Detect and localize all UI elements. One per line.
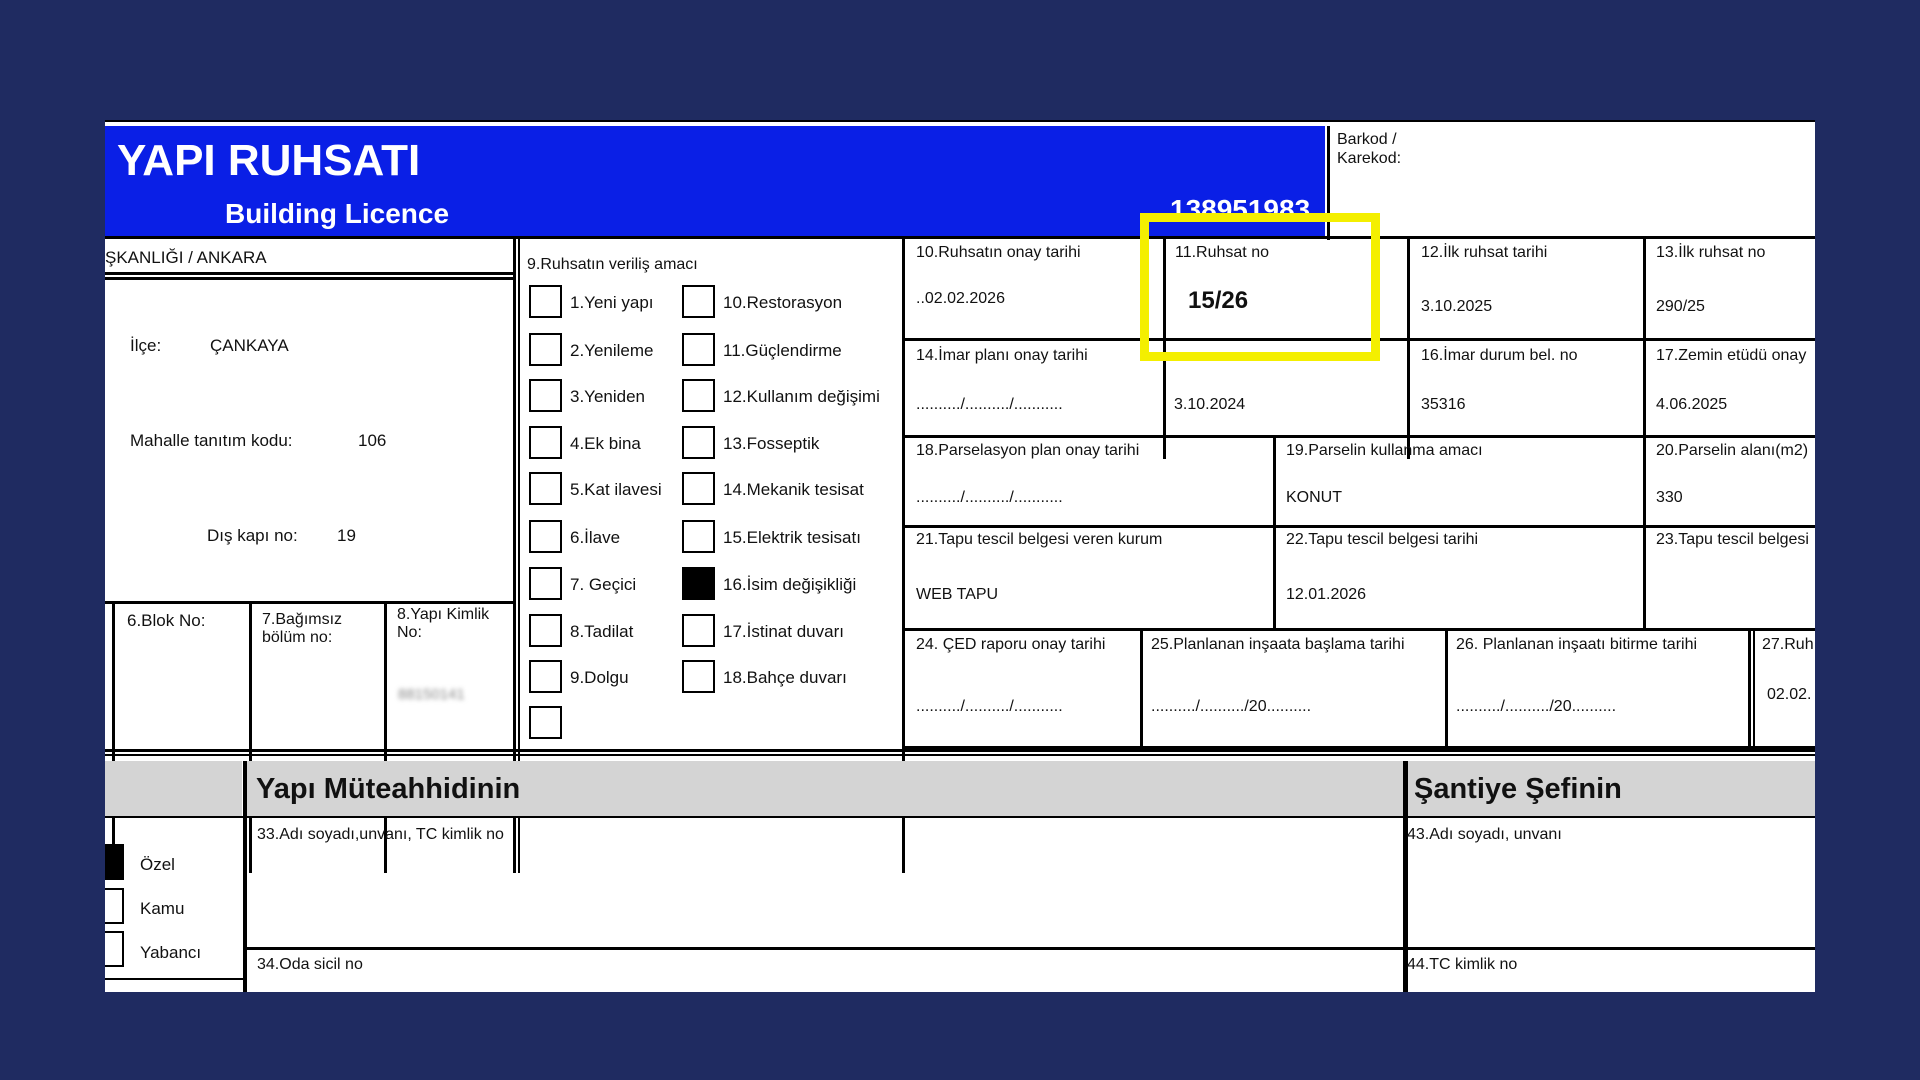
f18-label: 18.Parselasyon plan onay tarihi [916, 442, 1140, 459]
f17-label: 17.Zemin etüdü onay [1656, 347, 1807, 364]
f33-label: 33.Adı soyadı,unvanı, TC kimlik no [257, 826, 504, 843]
purpose-right-checkbox[interactable] [682, 520, 715, 553]
f20-label: 20.Parselin alanı(m2) [1656, 442, 1809, 459]
purpose-left-checkbox[interactable] [529, 567, 562, 600]
purpose-left-checkbox[interactable] [529, 660, 562, 693]
f14-label: 14.İmar planı onay tarihi [916, 347, 1088, 364]
ruhsat-no-highlight [1140, 213, 1380, 361]
owner-type-ozel: Özel [140, 855, 175, 874]
f14-value: ........../........../........... [916, 396, 1063, 413]
f11-value: 15/26 [1188, 287, 1249, 314]
divider [105, 749, 1815, 752]
purpose-left-label: 9.Dolgu [570, 668, 629, 687]
purpose-right-label: 14.Mekanik tesisat [723, 480, 864, 499]
purpose-right-label: 18.Bahçe duvarı [723, 668, 847, 687]
kimlik-label: 8.Yapı Kimlik No: [397, 606, 490, 641]
document-title: YAPI RUHSATI [117, 136, 421, 185]
f17-value: 4.06.2025 [1656, 396, 1728, 413]
header-bottom-border [105, 236, 1815, 239]
divider [105, 816, 1815, 818]
f21-label: 21.Tapu tescil belgesi veren kurum [916, 531, 1163, 548]
divider [1273, 438, 1276, 628]
divider [1445, 631, 1448, 746]
divider [1140, 631, 1143, 746]
owner-type-yabanci: Yabancı [140, 943, 202, 962]
f25-value: ........../........../20.......... [1151, 698, 1312, 715]
f27-label: 27.Ruh [1762, 636, 1814, 653]
purpose-left-checkbox[interactable] [529, 285, 562, 318]
owner-type-yabanci-box[interactable] [105, 931, 124, 967]
purpose-left-label: 8.Tadilat [570, 622, 634, 641]
mahalle-label: Mahalle tanıtım kodu: [130, 431, 293, 450]
f13-value: 290/25 [1656, 298, 1705, 315]
contractor-header [247, 761, 1403, 816]
purpose-right-label: 17.İstinat duvarı [723, 622, 844, 641]
f21-value: WEB TAPU [916, 586, 999, 603]
contractor-title: Yapı Müteahhidinin [256, 773, 521, 805]
purpose-left-checkbox[interactable] [529, 520, 562, 553]
top-border [105, 120, 1815, 122]
purpose-right-checkbox[interactable] [682, 426, 715, 459]
purpose-right-checkbox[interactable] [682, 660, 715, 693]
f12-label: 12.İlk ruhsat tarihi [1421, 244, 1548, 261]
purpose-left-label: 4.Ek bina [570, 434, 641, 453]
f43-label: 43.Adı soyadı, unvanı [1407, 826, 1562, 843]
kapi-label: Dış kapı no: [207, 526, 298, 545]
purpose-left-label: 5.Kat ilavesi [570, 480, 662, 499]
owner-type-ozel-box[interactable] [105, 844, 124, 880]
document-number: 138951983 [1170, 194, 1311, 225]
document-subtitle: Building Licence [225, 198, 450, 229]
divider [905, 628, 1815, 631]
f11-label: 11.Ruhsat no [1175, 244, 1269, 261]
site-chief-title: Şantiye Şefinin [1414, 773, 1622, 805]
ilce-label: İlçe: [130, 336, 162, 355]
f10-label: 10.Ruhsatın onay tarihi [916, 244, 1081, 261]
mahalle-value: 106 [358, 431, 387, 450]
authority-name: ŞKANLIĞI / ANKARA [105, 248, 267, 267]
purpose-left-label: 7. Geçici [570, 575, 637, 594]
f15-value: 3.10.2024 [1174, 396, 1246, 413]
purpose-right-checkbox[interactable] [682, 333, 715, 366]
f44-label: 44.TC kimlik no [1407, 956, 1518, 973]
divider [1407, 239, 1410, 459]
f34-label: 34.Oda sicil no [257, 956, 363, 973]
f24-label: 24. ÇED raporu onay tarihi [916, 636, 1106, 653]
purpose-right-label: 15.Elektrik tesisatı [723, 528, 861, 547]
f19-value: KONUT [1286, 489, 1342, 506]
purpose-right-label: 13.Fosseptik [723, 434, 820, 453]
blok-label: 6.Blok No: [127, 611, 206, 630]
f24-value: ........../........../........... [916, 698, 1063, 715]
f22-value: 12.01.2026 [1286, 586, 1367, 603]
f16-label: 16.İmar durum bel. no [1421, 347, 1578, 364]
purpose-right-checkbox[interactable] [682, 379, 715, 412]
purpose-left-checkbox[interactable] [529, 426, 562, 459]
permit-document [105, 120, 1815, 992]
f16-value: 35316 [1421, 396, 1466, 413]
bagimsiz-label: 7.Bağımsız bölüm no: [262, 611, 343, 646]
divider [905, 435, 1815, 438]
purpose-left-label: 6.İlave [570, 528, 621, 547]
f26-label: 26. Planlanan inşaatı bitirme tarihi [1456, 636, 1698, 653]
purpose-left-checkbox[interactable] [529, 379, 562, 412]
kapi-value: 19 [337, 526, 356, 545]
purpose-right-checkbox[interactable] [682, 285, 715, 318]
purpose-right-checkbox[interactable] [682, 472, 715, 505]
divider [1753, 631, 1755, 746]
f12-value: 3.10.2025 [1421, 298, 1493, 315]
divider [247, 947, 1815, 950]
divider [105, 277, 513, 280]
divider [1748, 631, 1751, 746]
purpose-right-checkbox[interactable] [682, 614, 715, 647]
divider [1643, 438, 1646, 628]
f18-value: ........../........../........... [916, 489, 1063, 506]
purpose-right-label: 10.Restorasyon [723, 293, 843, 312]
f19-label: 19.Parselin kullanma amacı [1286, 442, 1483, 459]
divider [105, 754, 1815, 756]
f22-label: 22.Tapu tescil belgesi tarihi [1286, 531, 1479, 548]
f25-label: 25.Planlanan inşaata başlama tarihi [1151, 636, 1405, 653]
f10-value: ..02.02.2026 [916, 290, 1005, 307]
site-chief-header [1408, 761, 1815, 816]
divider [105, 272, 513, 275]
divider [112, 604, 115, 873]
purpose-left-label: 1.Yeni yapı [570, 293, 654, 312]
owner-type-kamu: Kamu [140, 899, 185, 918]
kimlik-value-blurred: 88150141 [398, 686, 465, 703]
f27-value: 02.02. [1767, 686, 1812, 703]
purpose-right-label: 12.Kullanım değişimi [723, 387, 880, 406]
divider [243, 761, 247, 992]
barcode-label: Barkod / Karekod: [1337, 131, 1402, 167]
purpose-left-checkbox[interactable] [529, 614, 562, 647]
ilce-value: ÇANKAYA [210, 336, 289, 355]
purpose-left-checkbox[interactable] [529, 706, 562, 739]
f23-label: 23.Tapu tescil belgesi [1656, 531, 1809, 548]
purpose-right-checkbox[interactable] [682, 567, 715, 600]
purpose-left-checkbox[interactable] [529, 333, 562, 366]
purpose-left-label: 3.Yeniden [570, 387, 646, 406]
owner-type-kamu-box[interactable] [105, 888, 124, 924]
f26-value: ........../........../20.......... [1456, 698, 1617, 715]
divider [105, 978, 243, 980]
owner-type-header [105, 761, 242, 816]
purpose-title: 9.Ruhsatın veriliş amacı [527, 256, 698, 273]
divider [905, 525, 1815, 528]
f13-label: 13.İlk ruhsat no [1656, 244, 1766, 261]
divider [105, 601, 513, 604]
f20-value: 330 [1656, 489, 1683, 506]
purpose-left-checkbox[interactable] [529, 472, 562, 505]
purpose-right-label: 11.Güçlendirme [723, 341, 842, 360]
purpose-right-label: 16.İsim değişikliği [723, 575, 857, 594]
divider [249, 604, 252, 873]
purpose-left-label: 2.Yenileme [570, 341, 654, 360]
